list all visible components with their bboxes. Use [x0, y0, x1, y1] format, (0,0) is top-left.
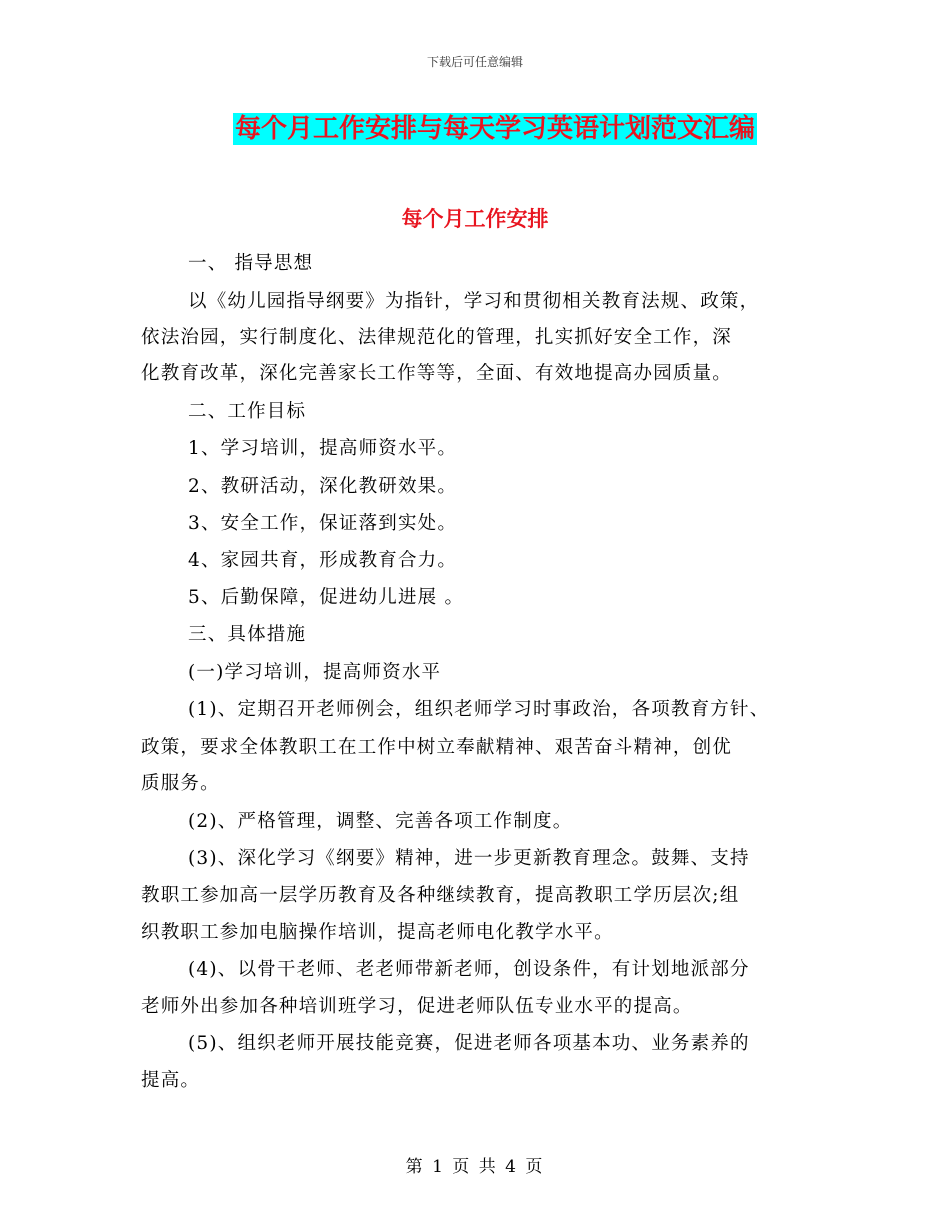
paragraph-line: (4)、以骨干老师、老老师带新老师，创设条件，有计划地派部分 — [188, 959, 750, 980]
paragraph-line: 政策，要求全体教职工在工作中树立奉献精神、艰苦奋斗精神，创优 — [141, 737, 733, 758]
header-note: 下载后可任意编辑 — [426, 55, 523, 69]
paragraph-line: 织教职工参加电脑操作培训，提高老师电化教学水平。 — [141, 922, 614, 943]
section-title: 每个月工作安排 — [401, 207, 549, 231]
paragraph-line: 三、具体措施 — [188, 624, 307, 645]
paragraph-line: 质服务。 — [141, 773, 220, 794]
paragraph-line: 以《幼儿园指导纲要》为指针，学习和贯彻相关教育法规、政策， — [188, 291, 760, 312]
list-item: 3、安全工作，保证落到实处。 — [188, 513, 458, 534]
paragraph-line: (2)、严格管理，调整、完善各项工作制度。 — [188, 811, 573, 832]
paragraph-line: 二、工作目标 — [188, 401, 307, 422]
paragraph-line: 一、 指导思想 — [188, 253, 314, 274]
paragraph-line: (3)、深化学习《纲要》精神，进一步更新教育理念。鼓舞、支持 — [188, 848, 750, 869]
document-title: 每个月工作安排与每天学习英语计划范文汇编 — [235, 114, 756, 144]
paragraph-line: 依法治园，实行制度化、法律规范化的管理，扎实抓好安全工作，深 — [141, 327, 733, 348]
paragraph-line: (1)、定期召开老师例会，组织老师学习时事政治，各项教育方针、 — [188, 699, 770, 720]
list-item: 4、家园共育，形成教育合力。 — [188, 550, 458, 571]
list-item: 5、后勤保障，促进幼儿进展 。 — [188, 587, 465, 608]
paragraph-line: 教职工参加高一层学历教育及各种继续教育，提高教职工学历层次;组 — [141, 885, 740, 906]
paragraph-line: 提高。 — [141, 1070, 201, 1091]
list-item: 2、教研活动，深化教研效果。 — [188, 476, 458, 497]
list-item: 1、学习培训，提高师资水平。 — [188, 438, 458, 459]
paragraph-line: (一)学习培训，提高师资水平 — [188, 662, 442, 683]
paragraph-line: 老师外出参加各种培训班学习，促进老师队伍专业水平的提高。 — [141, 996, 693, 1017]
page-footer: 第 1 页 共 4 页 — [405, 1157, 545, 1177]
paragraph-line: (5)、组织老师开展技能竞赛，促进老师各项基本功、业务素养的 — [188, 1033, 750, 1054]
paragraph-line: 化教育改革，深化完善家长工作等等，全面、有效地提高办园质量。 — [141, 363, 733, 384]
